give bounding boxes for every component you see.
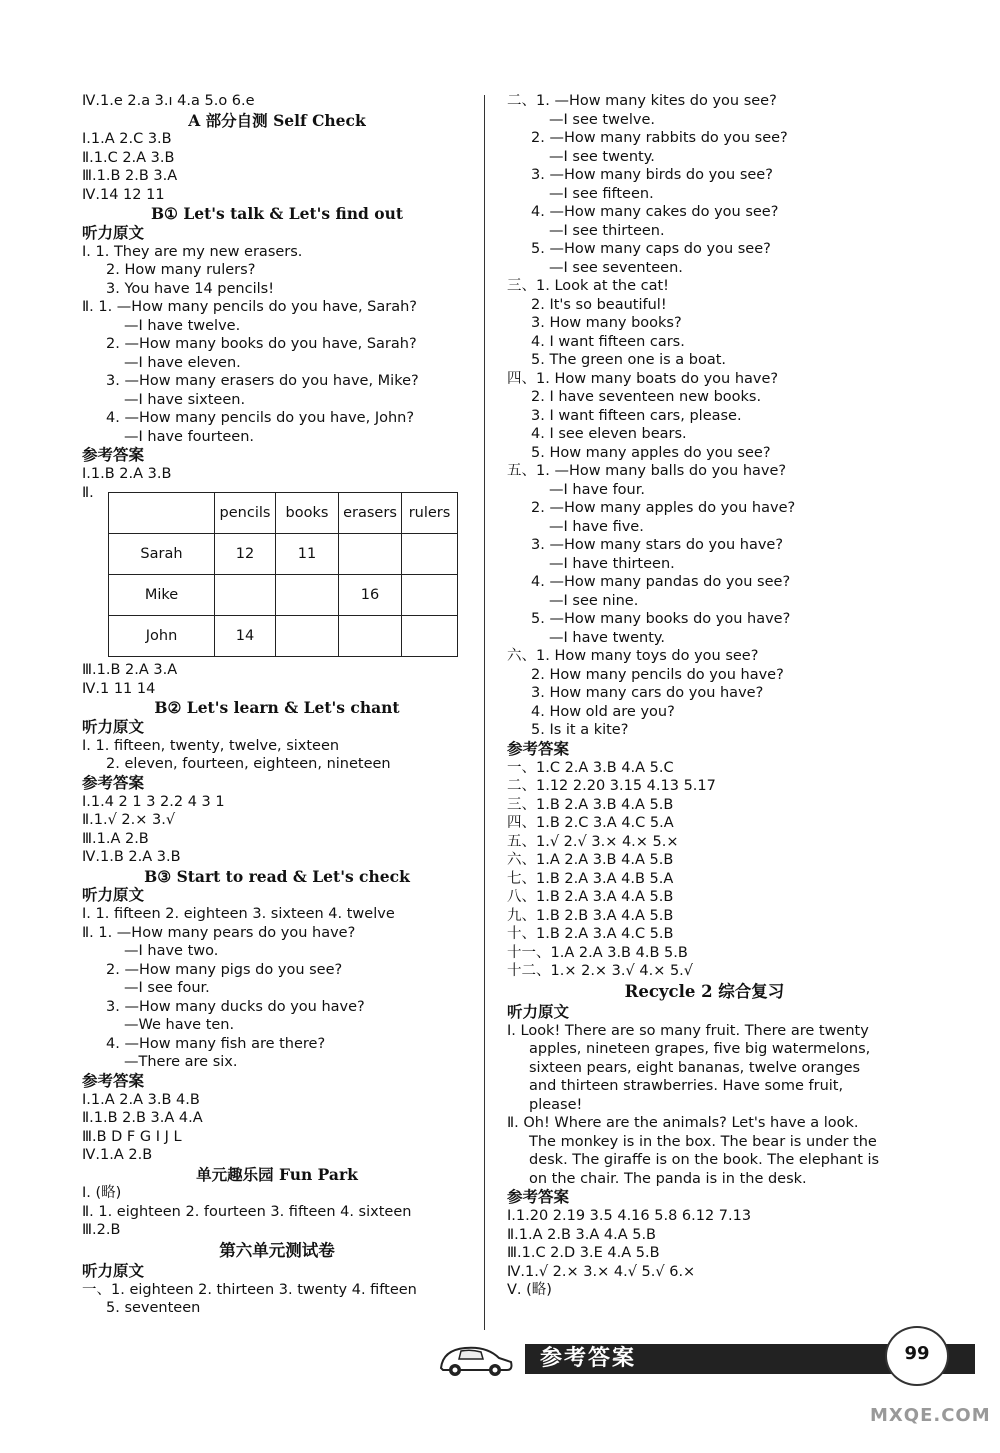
text-line: 5. How many apples do you see?: [531, 444, 771, 461]
text-line: 4. —How many pandas do you see?: [531, 574, 791, 590]
section-title: B③ Start to read & Let's check: [144, 866, 410, 886]
table-cell: [402, 534, 458, 575]
text-line: 2. How many rulers?: [106, 262, 256, 278]
answer-line: —I have twelve.: [124, 317, 241, 334]
text-line: 2. —How many apples do you have?: [531, 500, 796, 516]
table-cell: 11: [276, 534, 339, 575]
text-line: Ⅲ.1.B 2.B 3.A: [82, 168, 178, 184]
table-cell: books: [276, 493, 339, 534]
text-line: Ⅱ.1.C 2.A 3.B: [82, 149, 175, 166]
text-line: 2. —How many pigs do you see?: [106, 961, 343, 978]
footer-title: 参考答案: [540, 1346, 637, 1371]
text-line: Ⅲ.2.B: [82, 1222, 121, 1238]
answer-table: [108, 492, 458, 657]
text-line: 3. —How many birds do you see?: [531, 167, 773, 183]
text-line: 3. —How many erasers do you have, Mike?: [106, 373, 419, 389]
text-line: 五、1.√ 2.√ 3.× 4.× 5.×: [507, 833, 679, 850]
text-line: Ⅲ.1.C 2.D 3.E 4.A 5.B: [507, 1245, 660, 1261]
text-line: 5. The green one is a boat.: [531, 352, 727, 368]
text-line: 二、1. —How many kites do you see?: [507, 93, 777, 109]
subsection-heading: 听力原文: [82, 223, 145, 242]
text-line: 十二、1.× 2.× 3.√ 4.× 5.√: [507, 963, 694, 979]
column-divider: [484, 95, 485, 1330]
car-icon: [435, 1340, 515, 1378]
text-line: Ⅳ.1.√ 2.× 3.× 4.√ 5.√ 6.×: [507, 1263, 696, 1280]
answer-line: —I see nine.: [549, 592, 639, 609]
text-line: Ⅰ. 1. fifteen 2. eighteen 3. sixteen 4. twelve: [82, 906, 395, 922]
watermark: MXQE.COM: [870, 1405, 991, 1426]
text-line: Ⅱ.: [82, 484, 94, 501]
text-line: Ⅱ.1.√ 2.× 3.√: [82, 812, 176, 828]
text-line: Ⅳ.14 12 11: [82, 186, 165, 203]
subsection-heading: 参考答案: [507, 1188, 570, 1206]
answer-line: —I have four.: [549, 481, 645, 498]
text-line: 十、1.B 2.A 3.A 4.C 5.B: [507, 926, 674, 942]
text-line: 十一、1.A 2.A 3.B 4.B 5.B: [507, 944, 688, 961]
section-title: B② Let's learn & Let's chant: [154, 698, 400, 717]
text-line: Ⅴ. (略): [507, 1282, 552, 1298]
answer-line: —We have ten.: [124, 1017, 235, 1033]
text-line: 五、1. —How many balls do you have?: [507, 463, 787, 479]
text-line: 六、1. How many toys do you see?: [507, 648, 759, 664]
table-cell: [215, 575, 276, 616]
table-cell: Sarah: [109, 534, 215, 575]
text-line: 3. —How many ducks do you have?: [106, 998, 365, 1015]
text-line: Ⅱ. 1. eighteen 2. fourteen 3. fifteen 4. sixteen: [82, 1203, 412, 1220]
subsection-heading: 听力原文: [82, 717, 145, 736]
table-cell: [339, 616, 402, 657]
text-line: 八、1.B 2.A 3.A 4.A 5.B: [507, 889, 674, 905]
text-line: 四、1.B 2.C 3.A 4.C 5.A: [507, 815, 674, 831]
subsection-heading: 参考答案: [82, 1071, 145, 1090]
text-line: Ⅳ.1 11 14: [82, 680, 156, 697]
text-line: Ⅰ. Look! There are so many fruit. There are twenty: [507, 1022, 869, 1039]
section-title: A 部分自测 Self Check: [188, 110, 366, 130]
text-line: 四、1. How many boats do you have?: [507, 370, 779, 387]
text-line: desk. The giraffe is on the book. The elephant is: [529, 1152, 880, 1168]
text-line: 4. —How many pencils do you have, John?: [106, 410, 415, 426]
table-cell: 14: [215, 616, 276, 657]
text-line: Ⅳ.1.A 2.B: [82, 1147, 153, 1163]
answer-line: —I see twelve.: [549, 111, 655, 128]
text-line: Ⅰ. 1. They are my new erasers.: [82, 243, 303, 260]
right-column: [507, 92, 902, 1300]
text-line: 5. —How many books do you have?: [531, 611, 791, 627]
text-line: 3. You have 14 pencils!: [106, 280, 275, 297]
text-line: Ⅲ.1.B 2.A 3.A: [82, 662, 178, 678]
subsection-heading: 参考答案: [82, 446, 145, 464]
table-cell: [402, 575, 458, 616]
text-line: Ⅲ.1.A 2.B: [82, 830, 149, 847]
table-cell: 16: [339, 575, 402, 616]
answer-line: —I see seventeen.: [549, 259, 683, 276]
subsection-heading: 听力原文: [82, 886, 145, 904]
section-title: B① Let's talk & Let's find out: [150, 204, 404, 223]
text-line: 2. —How many rabbits do you see?: [531, 130, 788, 146]
text-line: 2. —How many books do you have, Sarah?: [106, 336, 417, 352]
answer-line: —I see thirteen.: [549, 222, 665, 239]
text-line: Ⅱ. Oh! Where are the animals? Let's have a look.: [507, 1115, 859, 1131]
table-cell: 12: [215, 534, 276, 575]
text-line: 2. eleven, fourteen, eighteen, nineteen: [106, 756, 391, 772]
text-line: Ⅱ.1.A 2.B 3.A 4.A 5.B: [507, 1226, 657, 1243]
text-line: Ⅰ.1.A 2.A 3.B 4.B: [82, 1091, 200, 1108]
answer-line: —I have two.: [124, 943, 219, 959]
table-row: [109, 616, 458, 657]
table-cell: [109, 493, 215, 534]
text-line: The monkey is in the box. The bear is under the: [529, 1133, 877, 1150]
text-line: Ⅳ.1.e 2.a 3.ı 4.a 5.o 6.e: [82, 93, 255, 109]
text-line: 3. How many cars do you have?: [531, 685, 764, 701]
text-line: Ⅰ.1.A 2.C 3.B: [82, 131, 172, 147]
table-cell: rulers: [402, 493, 458, 534]
text-line: 4. How old are you?: [531, 703, 675, 720]
text-line: 5. seventeen: [106, 1300, 201, 1316]
text-line: on the chair. The panda is in the desk.: [529, 1170, 807, 1187]
text-line: 三、1. Look at the cat!: [507, 278, 669, 294]
text-line: 九、1.B 2.B 3.A 4.A 5.B: [507, 907, 674, 924]
answer-line: —I have thirteen.: [549, 555, 675, 572]
section-title: 单元趣乐园 Fun Park: [196, 1164, 358, 1184]
text-line: 4. I see eleven bears.: [531, 426, 687, 442]
text-line: Ⅳ.1.B 2.A 3.B: [82, 849, 181, 865]
text-line: 二、1.12 2.20 3.15 4.13 5.17: [507, 778, 716, 794]
text-line: Ⅰ.1.B 2.A 3.B: [82, 466, 172, 482]
text-line: 3. I want fifteen cars, please.: [531, 407, 742, 424]
section-title: 第六单元测试卷: [219, 1240, 335, 1260]
table-cell: [276, 575, 339, 616]
answer-line: —I see fifteen.: [549, 185, 654, 202]
answer-line: —I have fourteen.: [124, 428, 255, 445]
text-line: 七、1.B 2.A 3.A 4.B 5.A: [507, 870, 674, 887]
text-line: 4. —How many cakes do you see?: [531, 204, 779, 220]
answer-line: —I see twenty.: [549, 148, 655, 165]
table-cell: [402, 616, 458, 657]
table-row: [109, 534, 458, 575]
text-line: Ⅱ.1.B 2.B 3.A 4.A: [82, 1110, 203, 1126]
text-line: 六、1.A 2.A 3.B 4.A 5.B: [507, 852, 674, 868]
table-row: [109, 575, 458, 616]
answer-line: —I have sixteen.: [124, 391, 246, 408]
left-column: [82, 92, 472, 1318]
text-line: 3. How many books?: [531, 315, 682, 331]
answer-line: —I have eleven.: [124, 354, 241, 371]
subsection-heading: 听力原文: [82, 1261, 145, 1280]
text-line: 3. —How many stars do you have?: [531, 537, 784, 553]
table-header-row: [109, 493, 458, 534]
text-line: 三、1.B 2.A 3.B 4.A 5.B: [507, 796, 674, 813]
text-line: Ⅰ.1.20 2.19 3.5 4.16 5.8 6.12 7.13: [507, 1208, 752, 1224]
text-line: Ⅱ. 1. —How many pencils do you have, Sarah?: [82, 299, 417, 315]
table-cell: Mike: [109, 575, 215, 616]
answer-line: —There are six.: [124, 1054, 238, 1070]
text-line: Ⅱ. 1. —How many pears do you have?: [82, 924, 356, 941]
subsection-heading: 参考答案: [507, 739, 570, 758]
text-line: 5. Is it a kite?: [531, 722, 629, 738]
answer-line: —I have five.: [549, 518, 644, 535]
text-line: 2. I have seventeen new books.: [531, 389, 762, 405]
section-title: Recycle 2 综合复习: [624, 981, 785, 1001]
page-number: 99: [885, 1326, 949, 1386]
text-line: 4. —How many fish are there?: [106, 1035, 326, 1052]
text-line: 5. —How many caps do you see?: [531, 241, 771, 257]
text-line: please!: [529, 1096, 583, 1113]
subsection-heading: 听力原文: [507, 1002, 570, 1021]
answer-line: —I see four.: [124, 980, 210, 996]
table-cell: pencils: [215, 493, 276, 534]
table-cell: [339, 534, 402, 575]
table-cell: [276, 616, 339, 657]
text-line: 2. How many pencils do you have?: [531, 666, 784, 683]
text-line: Ⅰ. (略): [82, 1185, 122, 1201]
text-line: apples, nineteen grapes, five big watermelons,: [529, 1041, 871, 1057]
text-line: Ⅰ.1.4 2 1 3 2.2 4 3 1: [82, 793, 225, 810]
text-line: sixteen pears, eight bananas, twelve oranges: [529, 1059, 861, 1076]
text-line: 一、1. eighteen 2. thirteen 3. twenty 4. fifteen: [82, 1281, 417, 1298]
text-line: Ⅰ. 1. fifteen, twenty, twelve, sixteen: [82, 737, 340, 754]
text-line: 4. I want fifteen cars.: [531, 333, 685, 350]
answer-line: —I have twenty.: [549, 629, 666, 646]
text-line: and thirteen strawberries. Have some fruit,: [529, 1078, 844, 1094]
text-line: 2. It's so beautiful!: [531, 296, 667, 313]
text-line: Ⅲ.B D F G I J L: [82, 1128, 182, 1145]
table-cell: erasers: [339, 493, 402, 534]
table-cell: John: [109, 616, 215, 657]
subsection-heading: 参考答案: [82, 773, 145, 792]
text-line: 一、1.C 2.A 3.B 4.A 5.C: [507, 759, 674, 776]
